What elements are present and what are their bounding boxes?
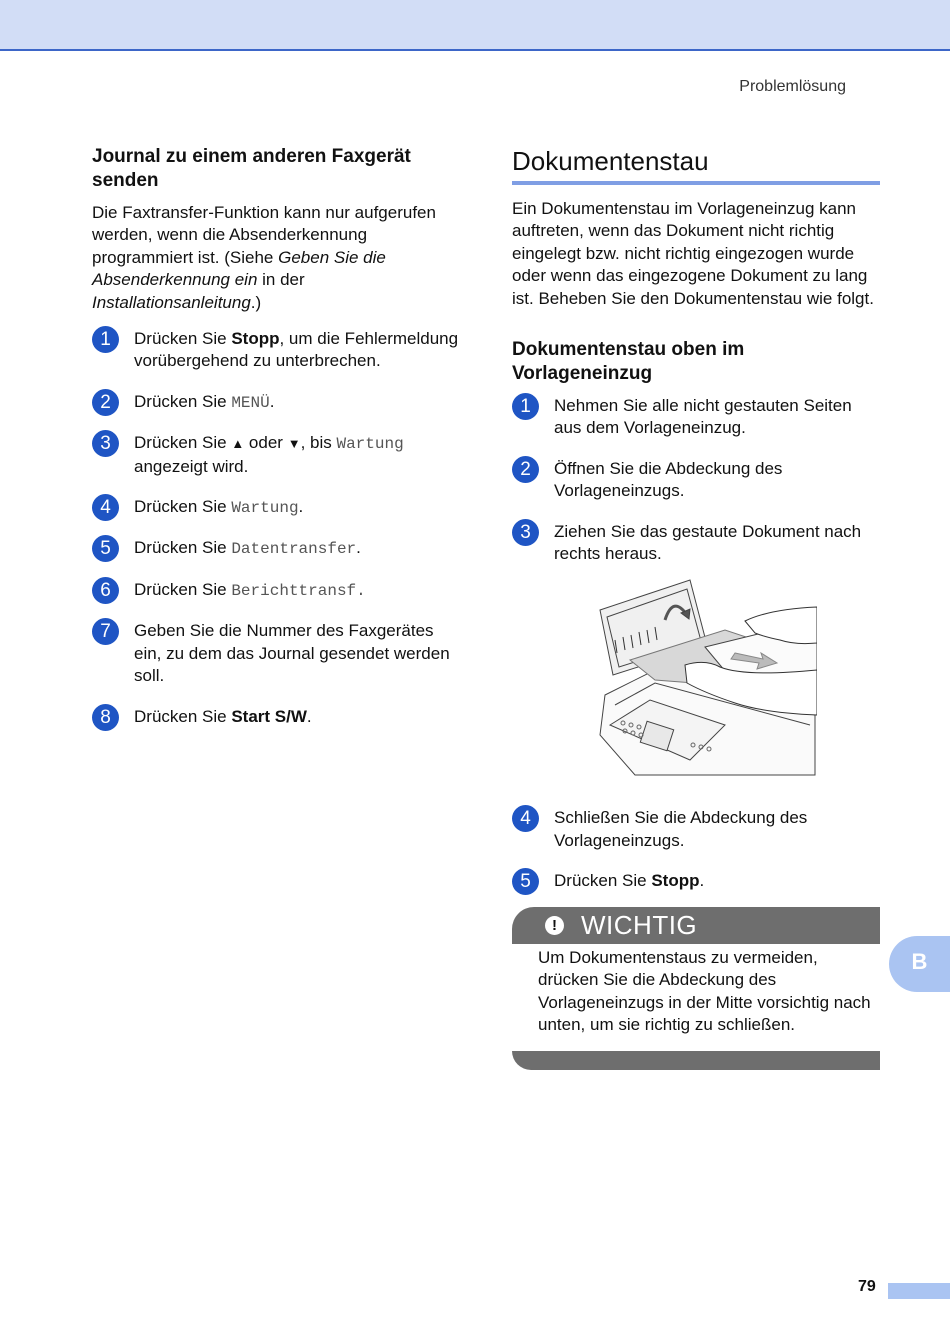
- step-number: 5: [512, 868, 539, 895]
- display-text: Wartung: [231, 499, 299, 518]
- step-number: 2: [92, 389, 119, 416]
- warning-footer-bar: [512, 1051, 880, 1070]
- step-text: Nehmen Sie alle nicht gestauten Seiten aus dem Vorlageneinzug.: [554, 396, 852, 438]
- intro-paragraph: [92, 202, 462, 314]
- right-column: [512, 145, 880, 1070]
- step-item: [512, 870, 880, 892]
- step-item: [92, 496, 462, 519]
- step-text: Drücken Sie: [134, 706, 232, 726]
- step-number: 4: [512, 805, 539, 832]
- step-text: Drücken Sie: [554, 871, 652, 891]
- display-text: Datentransfer: [231, 540, 357, 559]
- step-text: angezeigt wird.: [134, 456, 249, 476]
- step-text: , um die Fehlermeldung vorübergehend zu unterbrechen.: [134, 329, 459, 371]
- step-text: Drücken Sie: [134, 433, 232, 453]
- chapter-tab: B: [889, 936, 950, 992]
- step-text: Geben Sie die Nummer des Faxgerätes ein, zu dem das Journal gesendet werden soll.: [134, 621, 450, 686]
- step-number: 1: [92, 326, 119, 353]
- section-title: Dokumentenstau: [512, 146, 709, 176]
- step-text: Drücken Sie: [134, 579, 232, 599]
- key-label: Stopp: [231, 329, 280, 349]
- arrow-down-icon: ▼: [287, 436, 301, 452]
- steps-list-jam: [512, 395, 880, 565]
- jam-illustration: [595, 575, 817, 777]
- warning-box: [512, 907, 880, 1071]
- step-text: oder: [244, 433, 288, 453]
- intro-reference: Geben Sie die Absenderkennung ein: [92, 247, 386, 290]
- arrow-up-icon: ▲: [231, 436, 245, 452]
- left-column: [92, 145, 462, 746]
- step-item: [92, 706, 462, 728]
- page-number-band: [888, 1283, 950, 1299]
- fax-machine-drawing: [595, 575, 817, 777]
- step-number: 3: [92, 430, 119, 457]
- step-item: [512, 807, 880, 852]
- step-text: Öffnen Sie die Abdeckung des Vorlageneinzugs.: [554, 458, 783, 501]
- warning-label: WICHTIG: [581, 909, 698, 940]
- step-text: .: [699, 871, 705, 891]
- step-item: [92, 328, 462, 373]
- step-number: 2: [512, 456, 539, 483]
- step-number: 8: [92, 704, 119, 731]
- step-item: [92, 537, 462, 560]
- step-item: [92, 391, 462, 414]
- step-item: [92, 432, 462, 478]
- key-label: Stopp: [651, 871, 700, 891]
- intro-reference-manual: Installationsanleitung: [92, 292, 251, 312]
- step-number: 7: [92, 618, 119, 645]
- step-text: .: [269, 391, 275, 411]
- step-text: .: [306, 706, 312, 726]
- steps-list-jam-continued: [512, 807, 880, 892]
- step-item: [512, 395, 880, 440]
- step-text: Drücken Sie: [134, 329, 232, 349]
- key-label: Start S/W: [231, 706, 307, 726]
- step-item: [512, 521, 880, 566]
- step-number: 4: [92, 494, 119, 521]
- warning-icon: !: [545, 916, 564, 935]
- step-text: .: [356, 538, 361, 558]
- section-heading-journal: Journal zu einem anderen Faxgerät senden: [92, 146, 411, 191]
- step-text: .: [298, 497, 304, 517]
- display-text: Berichttransf.: [231, 581, 366, 600]
- step-text: , bis: [300, 433, 337, 453]
- intro-text: .): [250, 292, 262, 312]
- step-number: 1: [512, 393, 539, 420]
- step-text: Drücken Sie: [134, 538, 232, 558]
- step-text: Drücken Sie: [134, 497, 232, 517]
- intro-text: in der: [257, 270, 305, 290]
- step-number: 3: [512, 519, 539, 546]
- steps-list-journal: [92, 328, 462, 728]
- step-item: [92, 620, 462, 687]
- step-item: [512, 458, 880, 503]
- step-text: Ziehen Sie das gestaute Dokument nach rechts heraus.: [554, 521, 862, 564]
- page-number: 79: [858, 1278, 876, 1295]
- sub-heading-top-jam: Dokumentenstau oben im Vorlageneinzug: [512, 339, 745, 385]
- warning-header: [512, 907, 880, 944]
- jam-intro-paragraph: Ein Dokumentenstau im Vorlageneinzug kann auftreten, wenn das Dokument nicht richtig eingelegt bzw. nicht richtig eingezogen wurde oder wenn das eingezogene Dokument zu lang ist. Beheben Sie den Dokumentenstau wie folgt.: [512, 199, 874, 308]
- step-item: [92, 579, 462, 602]
- intro-text: Die Faxtransfer-Funktion kann nur aufgerufen werden, wenn die Absenderkennung programmiert ist. (Siehe: [92, 203, 436, 267]
- header-band: [0, 0, 950, 51]
- step-number: 6: [92, 577, 119, 604]
- display-text: MENÜ: [231, 393, 270, 412]
- title-underline: [512, 181, 880, 185]
- warning-text: Um Dokumentenstaus zu vermeiden, drücken Sie die Abdeckung des Vorlageneinzugs in der Mitte vorsichtig nach unten, um sie richtig zu schließen.: [538, 947, 871, 1034]
- running-title: Problemlösung: [739, 78, 846, 95]
- step-number: 5: [92, 535, 119, 562]
- step-text: Schließen Sie die Abdeckung des Vorlageneinzugs.: [554, 808, 808, 850]
- display-text: Wartung: [336, 435, 404, 454]
- step-text: Drücken Sie: [134, 391, 232, 411]
